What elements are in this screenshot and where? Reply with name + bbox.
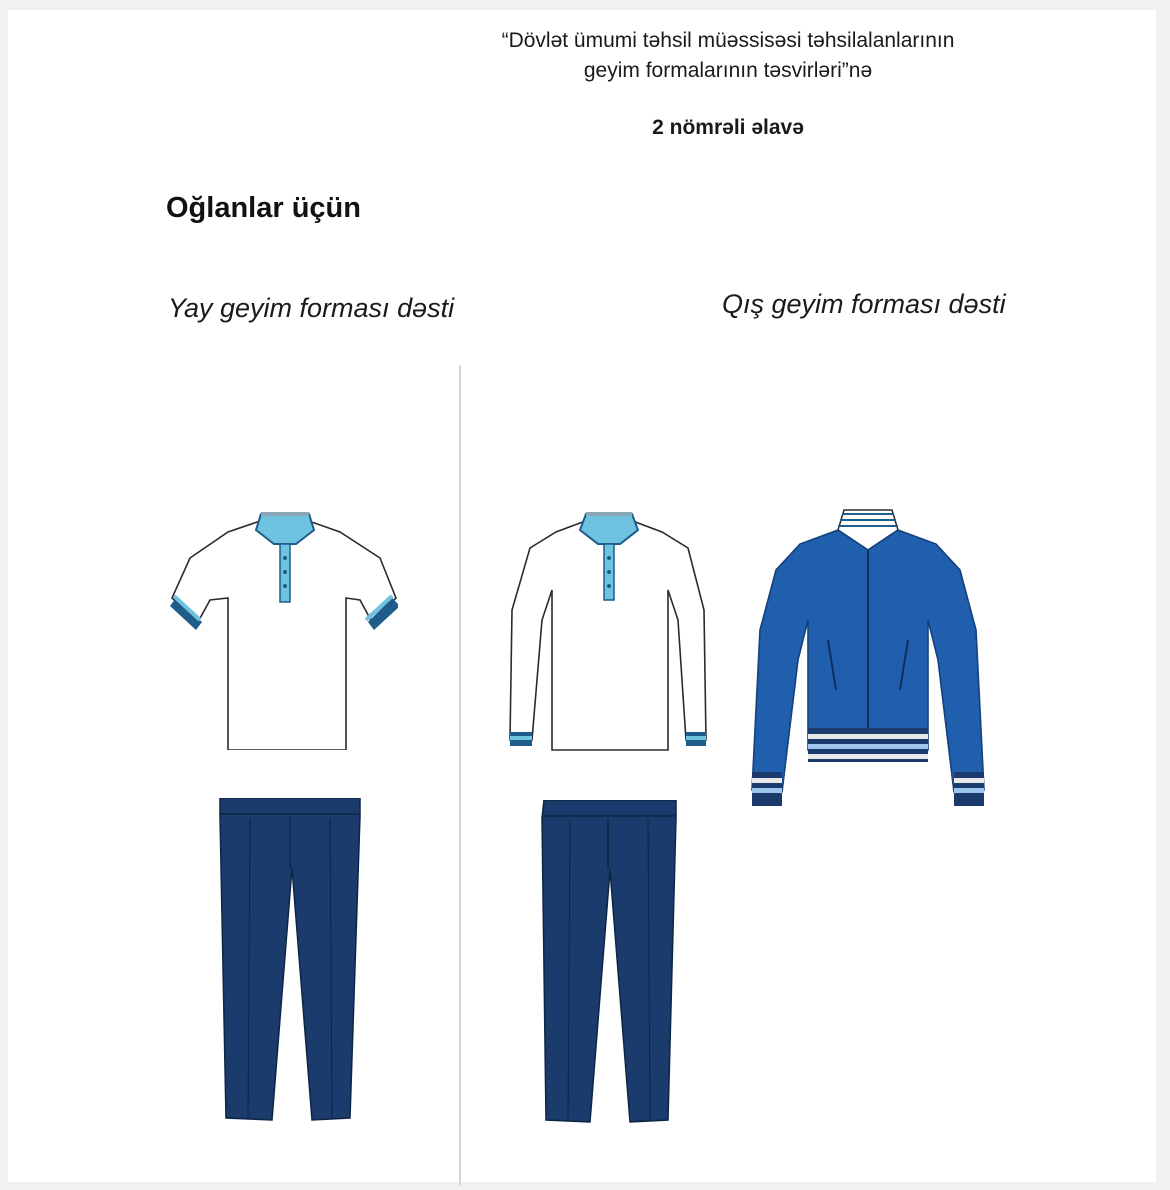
document-header (388, 26, 1068, 86)
header-title-line1: “Dövlət ümumi təhsil müəssisəsi təhsilalanlarının (501, 29, 955, 52)
winter-set-label: Qış geyim forması dəsti (722, 289, 1006, 319)
column-divider (459, 365, 461, 1185)
header-title-line2: geyim formalarının təsvirləri”nə (583, 59, 873, 82)
summer-trousers-illustration (214, 798, 364, 1128)
annex-number: 2 nömrəli əlavə (652, 116, 804, 139)
short-sleeve-polo-shirt-illustration (168, 500, 398, 750)
bomber-jacket-illustration (748, 500, 988, 830)
summer-set-label: Yay geyim forması dəsti (168, 293, 455, 323)
winter-trousers-illustration (536, 800, 686, 1130)
document-page (8, 10, 1156, 1182)
section-title: Oğlanlar üçün (166, 192, 361, 224)
long-sleeve-polo-shirt-illustration (502, 500, 712, 760)
